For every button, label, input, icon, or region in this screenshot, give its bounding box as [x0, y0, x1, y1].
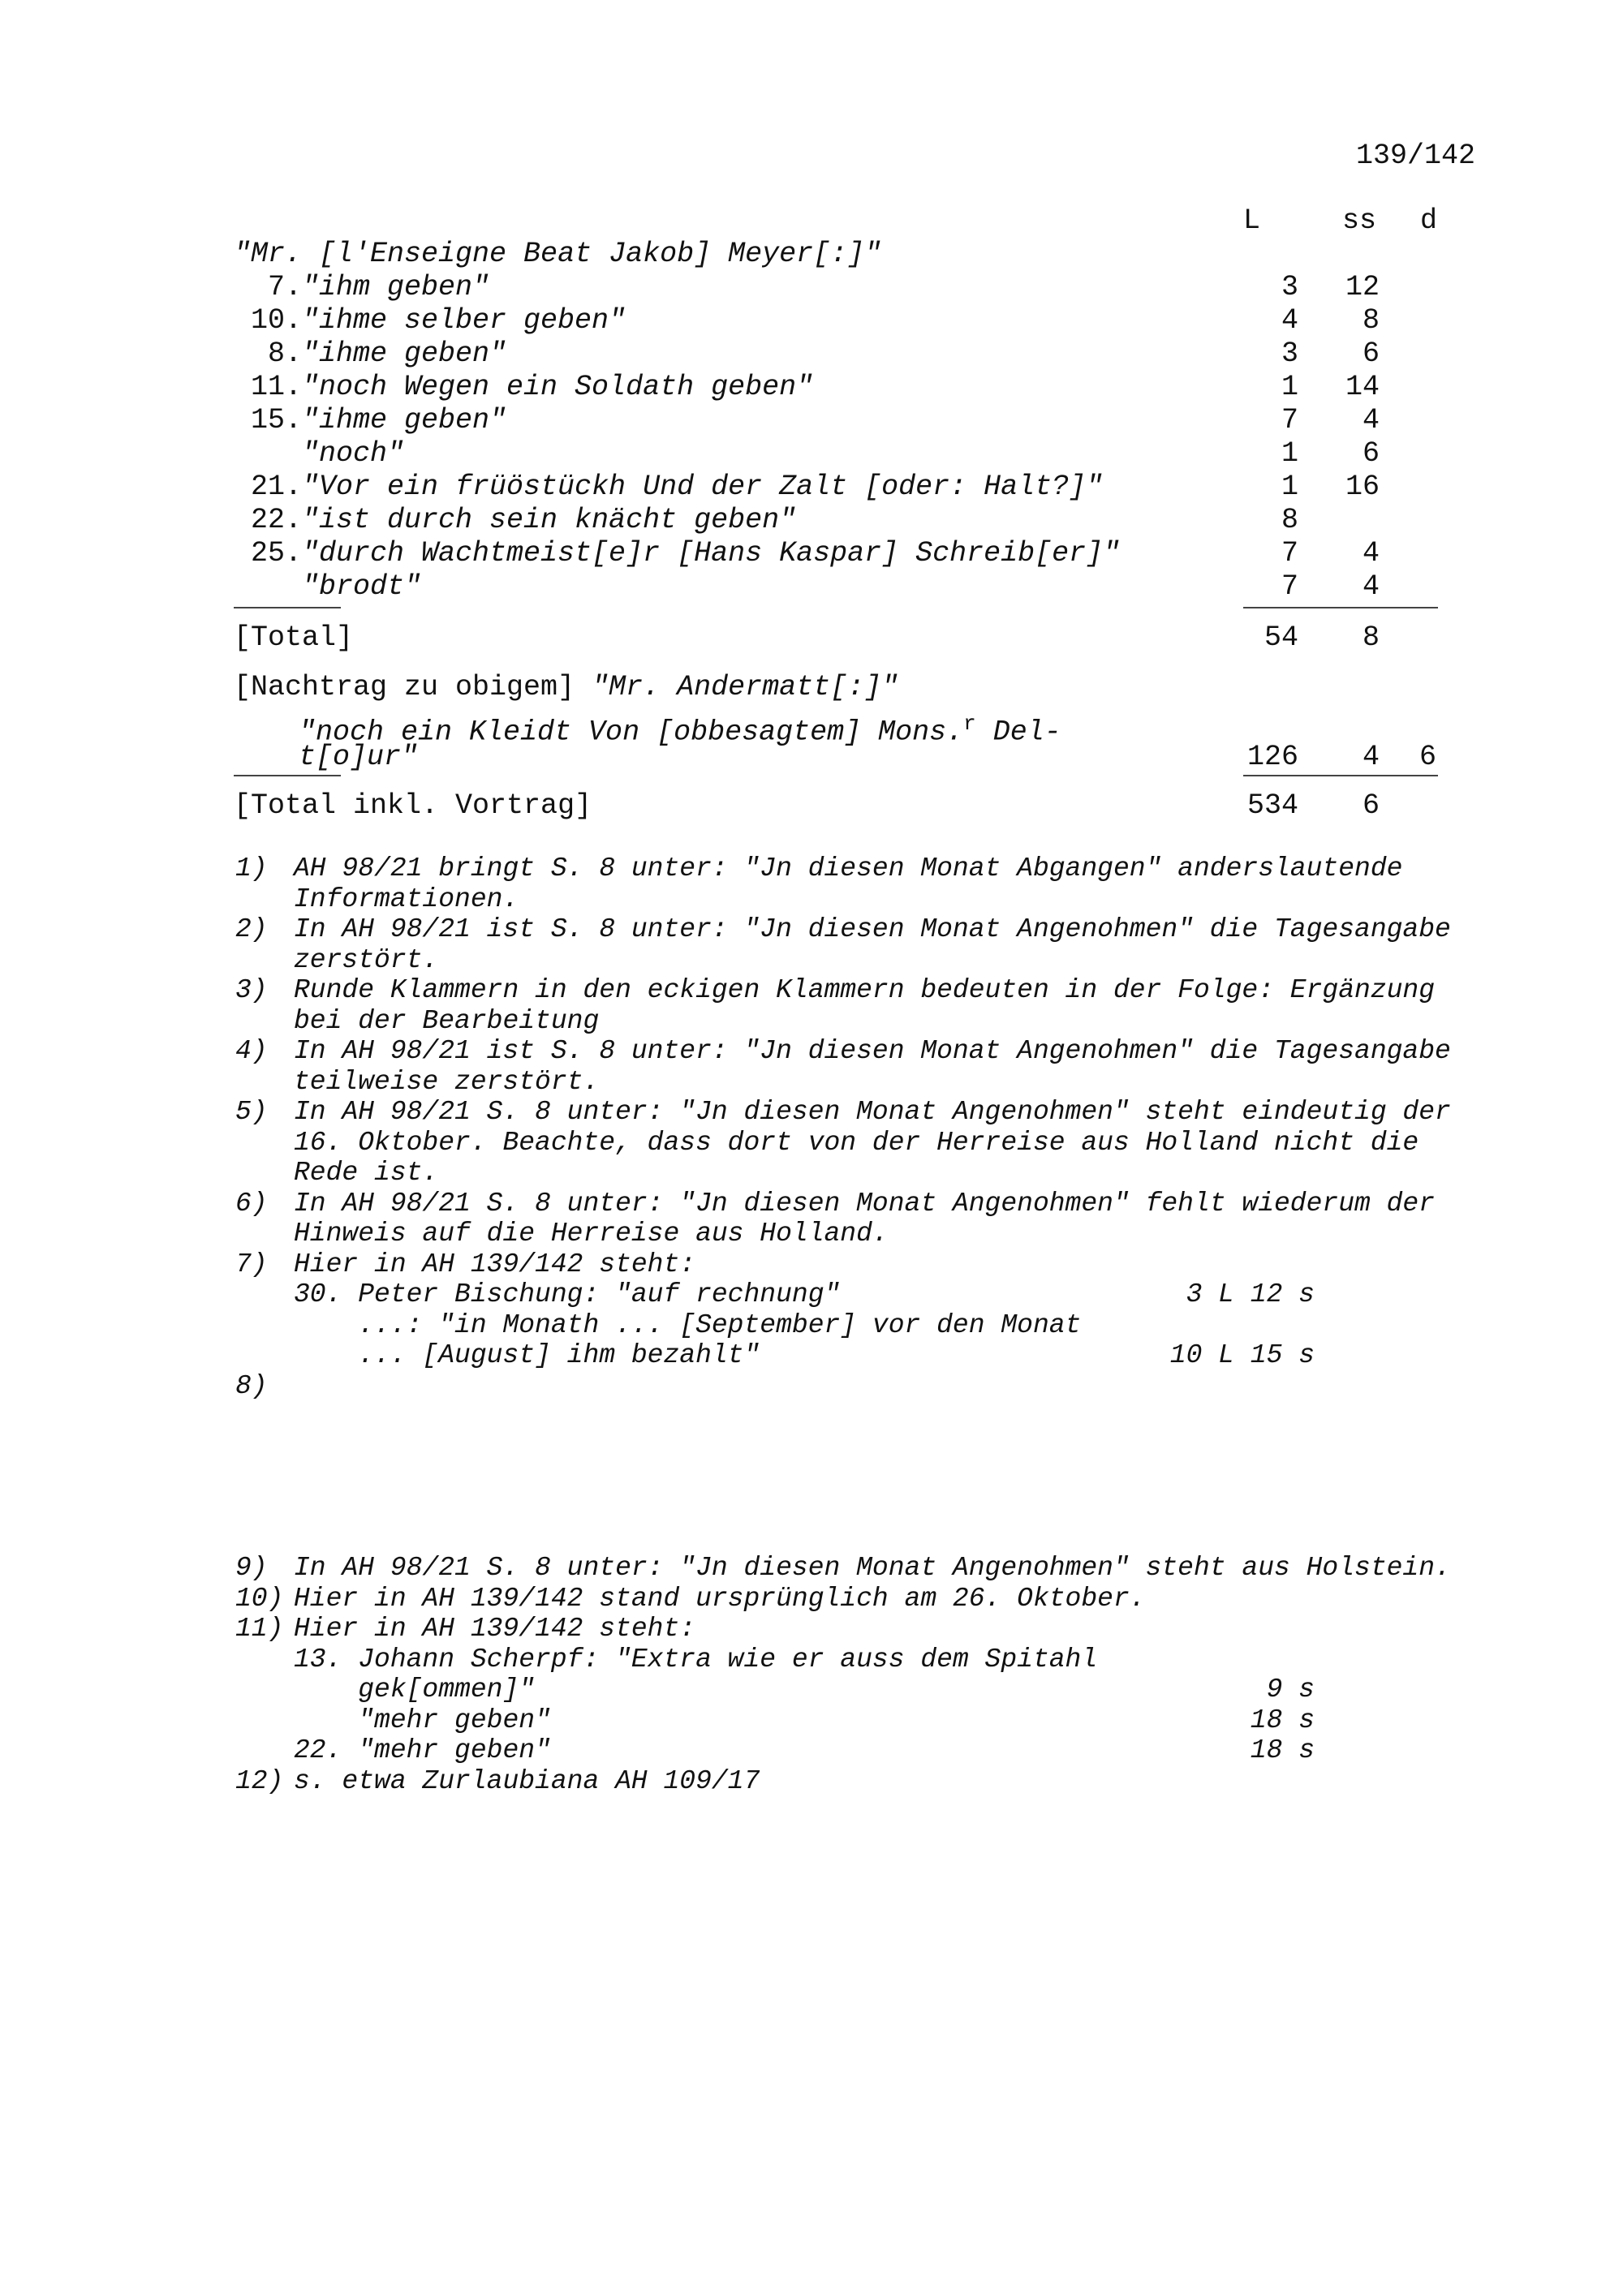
footnote-line: Hier in AH 139/142 steht: [294, 1614, 696, 1644]
footnote-number: 1) [235, 853, 268, 884]
footnote-line: In AH 98/21 S. 8 unter: "Jn diesen Monat Angenohmen" steht aus Holstein. [294, 1553, 1451, 1583]
footnote-line: In AH 98/21 S. 8 unter: "Jn diesen Monat Angenohmen" fehlt wiederum der [294, 1188, 1436, 1219]
account-heading: "Mr. [l'Enseigne Beat Jakob] Meyer[:]" [234, 238, 882, 270]
page-number: 139/142 [1355, 140, 1475, 172]
left-rule [234, 775, 341, 776]
ledger-row [234, 437, 404, 471]
entry-ss: 14 [1345, 371, 1380, 403]
entry-ss: 6 [1362, 338, 1380, 370]
entry-l: 8 [1281, 504, 1298, 536]
footnote-number: 2) [235, 914, 268, 944]
entry-text: "ihme selber geben" [302, 304, 626, 337]
footnote-line: s. etwa Zurlaubiana AH 109/17 [294, 1765, 760, 1796]
footnote-number: 11) [235, 1614, 284, 1644]
entry-l: 7 [1281, 570, 1298, 603]
grand-total-label: [Total inkl. Vortrag] [234, 789, 592, 822]
footnote-line: Informationen. [294, 884, 519, 914]
total-ss: 8 [1362, 621, 1380, 654]
footnote-amount: 3 L 12 s [1186, 1279, 1315, 1309]
footnote-number: 4) [235, 1036, 268, 1066]
nachtrag-line [234, 671, 898, 704]
footnote-line: Hier in AH 139/142 stand ursprünglich am 26. Oktober. [294, 1583, 1146, 1614]
entry-l: 1 [1281, 471, 1298, 503]
entry-l: 7 [1281, 537, 1298, 570]
footnote-line: 16. Oktober. Beachte, dass dort von der Herreise aus Holland nicht die [294, 1127, 1419, 1158]
footnote-number: 7) [235, 1249, 268, 1279]
footnote-number: 10) [235, 1583, 284, 1614]
entry-l: 7 [1281, 404, 1298, 436]
nachtrag-d: 6 [1419, 741, 1436, 773]
footnote-line: In AH 98/21 ist S. 8 unter: "Jn diesen Monat Angenohmen" die Tagesangabe [294, 914, 1451, 944]
entry-text: "durch Wachtmeist[e]r [Hans Kaspar] Schreib[er]" [302, 537, 1121, 570]
footnote-entry: 22. "mehr geben" [294, 1735, 551, 1765]
entry-day: 25. [250, 537, 302, 570]
footnote-amount: 18 s [1250, 1735, 1315, 1765]
sum-rule [1243, 775, 1438, 776]
column-header-l: L [1243, 204, 1261, 237]
total-label: [Total] [234, 621, 354, 654]
entry-text: "ihme geben" [302, 338, 507, 370]
entry-ss: 6 [1362, 437, 1380, 470]
footnote-line: teilweise zerstört. [294, 1066, 600, 1097]
ledger-row [234, 338, 506, 371]
entry-text: "brodt" [302, 570, 422, 603]
ledger-row [234, 570, 421, 604]
footnote-line: Hier in AH 139/142 steht: [294, 1249, 696, 1279]
entry-day: 8. [267, 338, 302, 370]
entry-text: "noch Wegen ein Soldath geben" [302, 371, 814, 403]
column-header-d: d [1420, 204, 1438, 237]
entry-ss: 4 [1362, 404, 1380, 436]
footnote-amount: 18 s [1250, 1705, 1315, 1735]
footnote-line: bei der Bearbeitung [294, 1005, 600, 1036]
footnote-line: In AH 98/21 S. 8 unter: "Jn diesen Monat Angenohmen" steht eindeutig der [294, 1097, 1451, 1127]
entry-text: "ihm geben" [302, 271, 490, 303]
nachtrag-text-2: t[o]ur" [299, 741, 419, 773]
footnote-line: In AH 98/21 ist S. 8 unter: "Jn diesen Monat Angenohmen" die Tagesangabe [294, 1036, 1451, 1066]
entry-day: 11. [250, 371, 302, 403]
ledger-row [234, 304, 626, 338]
nachtrag-l: 126 [1246, 741, 1298, 773]
footnote-line: Rede ist. [294, 1158, 439, 1188]
footnote-entry: ...: "in Monath ... [September] vor den Monat [294, 1309, 1082, 1340]
ledger-row [234, 537, 1120, 570]
footnote-entry: gek[ommen]" [294, 1675, 536, 1705]
footnote-number: 9) [235, 1553, 268, 1583]
nachtrag-label: [Nachtrag zu obigem] [234, 671, 575, 703]
nachtrag-ss: 4 [1362, 741, 1380, 773]
entry-l: 3 [1281, 271, 1298, 303]
left-rule [234, 607, 341, 608]
entry-l: 1 [1281, 371, 1298, 403]
footnote-number: 3) [235, 975, 268, 1005]
entry-l: 1 [1281, 437, 1298, 470]
footnote-entry: ... [August] ihm bezahlt" [294, 1340, 760, 1370]
ledger-row [234, 371, 813, 404]
footnote-line: AH 98/21 bringt S. 8 unter: "Jn diesen Monat Abgangen" anderslautende [294, 853, 1403, 884]
column-header-ss: ss [1342, 204, 1377, 237]
footnote-entry: 30. Peter Bischung: "auf rechnung" [294, 1279, 841, 1309]
footnote-line: Hinweis auf die Herreise aus Holland. [294, 1219, 889, 1249]
entry-day: 10. [250, 304, 302, 337]
entry-text: "ist durch sein knächt geben" [302, 504, 797, 536]
ledger-row [234, 504, 796, 537]
entry-l: 4 [1281, 304, 1298, 337]
entry-text: "ihme geben" [302, 404, 507, 436]
footnote-number: 5) [235, 1097, 268, 1127]
footnote-entry: 13. Johann Scherpf: "Extra wie er auss dem Spitahl [294, 1644, 1098, 1675]
nachtrag-text-end: Del- [975, 716, 1061, 749]
grand-total-ss: 6 [1362, 789, 1380, 822]
footnote-line: Runde Klammern in den eckigen Klammern bedeuten in der Folge: Ergänzung [294, 975, 1436, 1005]
entry-ss: 4 [1362, 537, 1380, 570]
entry-day: 22. [250, 504, 302, 536]
ledger-row [234, 271, 489, 304]
footnote-number: 12) [235, 1765, 284, 1796]
nachtrag-sup: r [963, 712, 976, 736]
footnote-number: 8) [235, 1370, 268, 1401]
entry-day: 7. [267, 271, 302, 303]
footnote-amount: 9 s [1266, 1675, 1315, 1705]
nachtrag-text-part: "noch ein Kleidt Von [obbesagtem] Mons. [299, 716, 964, 749]
entry-l: 3 [1281, 338, 1298, 370]
entry-text: "noch" [302, 437, 405, 470]
entry-ss: 16 [1345, 471, 1380, 503]
footnote-line: zerstört. [294, 944, 439, 975]
grand-total-l: 534 [1246, 789, 1298, 822]
ledger-row [234, 404, 506, 437]
entry-day: 21. [250, 471, 302, 503]
footnote-entry: "mehr geben" [294, 1705, 551, 1735]
total-l: 54 [1264, 621, 1298, 654]
ledger-row [234, 471, 1103, 504]
entry-text: "Vor ein früöstückh Und der Zalt [oder: Halt?]" [302, 471, 1104, 503]
nachtrag-name: "Mr. Andermatt[:]" [592, 671, 899, 703]
sum-rule [1243, 607, 1438, 608]
entry-ss: 4 [1362, 570, 1380, 603]
entry-ss: 12 [1345, 271, 1380, 303]
footnote-number: 6) [235, 1188, 268, 1219]
footnote-amount: 10 L 15 s [1169, 1340, 1315, 1370]
entry-day: 15. [250, 404, 302, 436]
entry-ss: 8 [1362, 304, 1380, 337]
